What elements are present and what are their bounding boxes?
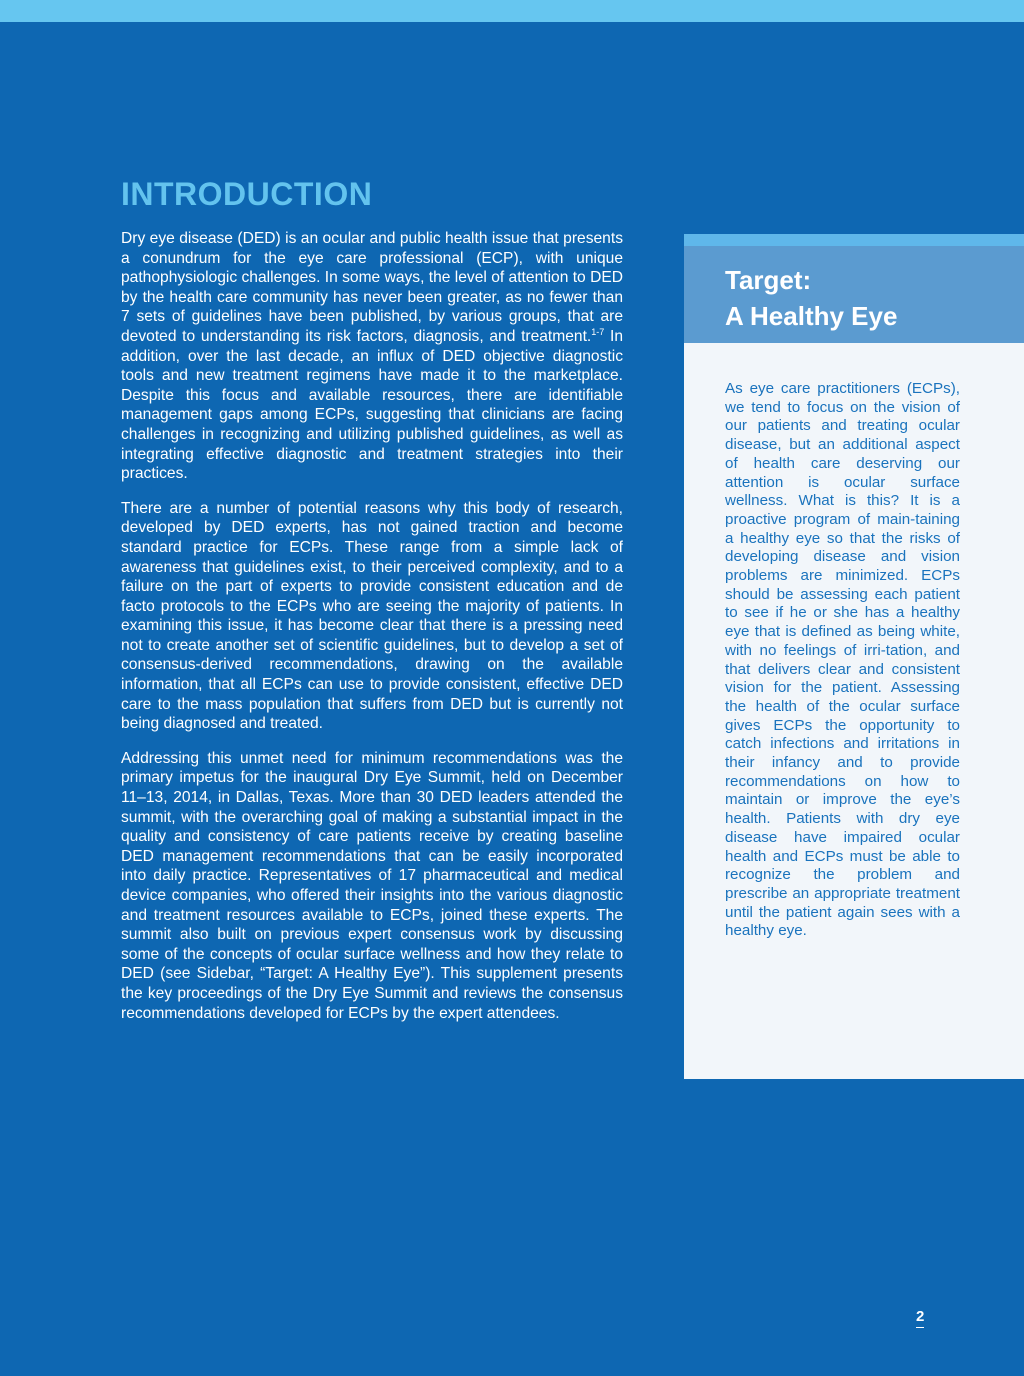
intro-paragraph-2: There are a number of potential reasons why this body of research, developed by DED experts, has not gained traction and become standard practice for ECPs. These range from a simple lack of awareness that guidelines exist, to their perceived complexity, and to a failure on the part of experts to provide consistent education and de facto protocols to the ECPs who are seeing the majority of patients. In examining this issue, it has become clear that there is a pressing need not to create another set of scientific guidelines, but to develop a set of consensus-derived recommendations, drawing on the available information, that all ECPs can use to provide consistent, effective DED care to the mass population that suffers from DED but is currently not being diagnosed and treated. — [121, 499, 623, 733]
top-accent-band — [0, 0, 1024, 22]
sidebar-body-text: As eye care practitioners (ECPs), we tend to focus on the vision of our patients and treating ocular disease, but an additional aspect of health care deserving our attention is ocular surface wellness. What is this? It is a proactive program of main-taining a healthy eye so that the risks of developing disease and vision problems are minimized. ECPs should be assessing each patient to see if he or she has a healthy eye that is defined as being white, with no feelings of irri-tation, and that delivers clear and consistent vision for the patient. Assessing the health of the ocular surface gives ECPs the opportunity to catch infections and irritations in their infancy and to provide recommendations on how to maintain or improve the eye’s health. Patients with dry eye disease have impaired ocular health and ECPs must be able to recognize the problem and prescribe an appropriate treatment until the patient again sees with a healthy eye. — [725, 380, 960, 940]
intro-paragraph-3: Addressing this unmet need for minimum recommendations was the primary impetus for the inaugural Dry Eye Summit, held on December 11–13, 2014, in Dallas, Texas. More than 30 DED leaders attended the summit, with the overarching goal of making a substantial impact in the quality and consistency of care patients receive by creating baseline DED management recommendations that can be easily incorporated into daily practice. Representatives of 17 pharmaceutical and medical device companies, who offered their insights into the various diagnostic and treatment resources available to ECPs, joined these experts. The summit also built on previous expert consensus work by discussing some of the concepts of ocular surface wellness and how they relate to DED (see Sidebar, “Target: A Healthy Eye”). This supplement presents the key proceedings of the Dry Eye Summit and reviews the consensus recommendations developed for ECPs by the expert attendees. — [121, 749, 623, 1022]
sidebar-header — [684, 246, 1024, 343]
sidebar-title-line-2: A Healthy Eye — [725, 301, 898, 331]
sidebar-title — [725, 262, 897, 334]
sidebar-box — [684, 234, 1024, 1079]
sidebar-title-line-1: Target: — [725, 265, 812, 295]
intro-paragraph-1 — [121, 229, 623, 484]
paragraph-1-text-continued: In addition, over the last decade, an influx of DED objective diagnostic tools and new treatment regimens have made it to the marketplace. Despite this focus and available resources, there are identifiable management gaps among ECPs, suggesting that clinicians are facing challenges in recognizing and utilizing published guidelines, as well as integrating effective diagnostic and treatment strategies into their practices. — [121, 327, 623, 483]
section-heading: INTRODUCTION — [121, 176, 373, 212]
main-text-column — [121, 229, 623, 1038]
page-number: 2 — [916, 1308, 924, 1328]
citation-superscript: 1-7 — [591, 326, 605, 337]
sidebar-accent-strip — [684, 234, 1024, 246]
paragraph-1-text: Dry eye disease (DED) is an ocular and public health issue that presents a conundrum for the eye care professional (ECP), with unique pathophysiologic challenges. In some ways, the level of attention to DED by the health care community has never been greater, as no fewer than 7 sets of guidelines have been published, by various groups, that are devoted to understanding its risk factors, diagnosis, and treatment. — [121, 230, 623, 345]
